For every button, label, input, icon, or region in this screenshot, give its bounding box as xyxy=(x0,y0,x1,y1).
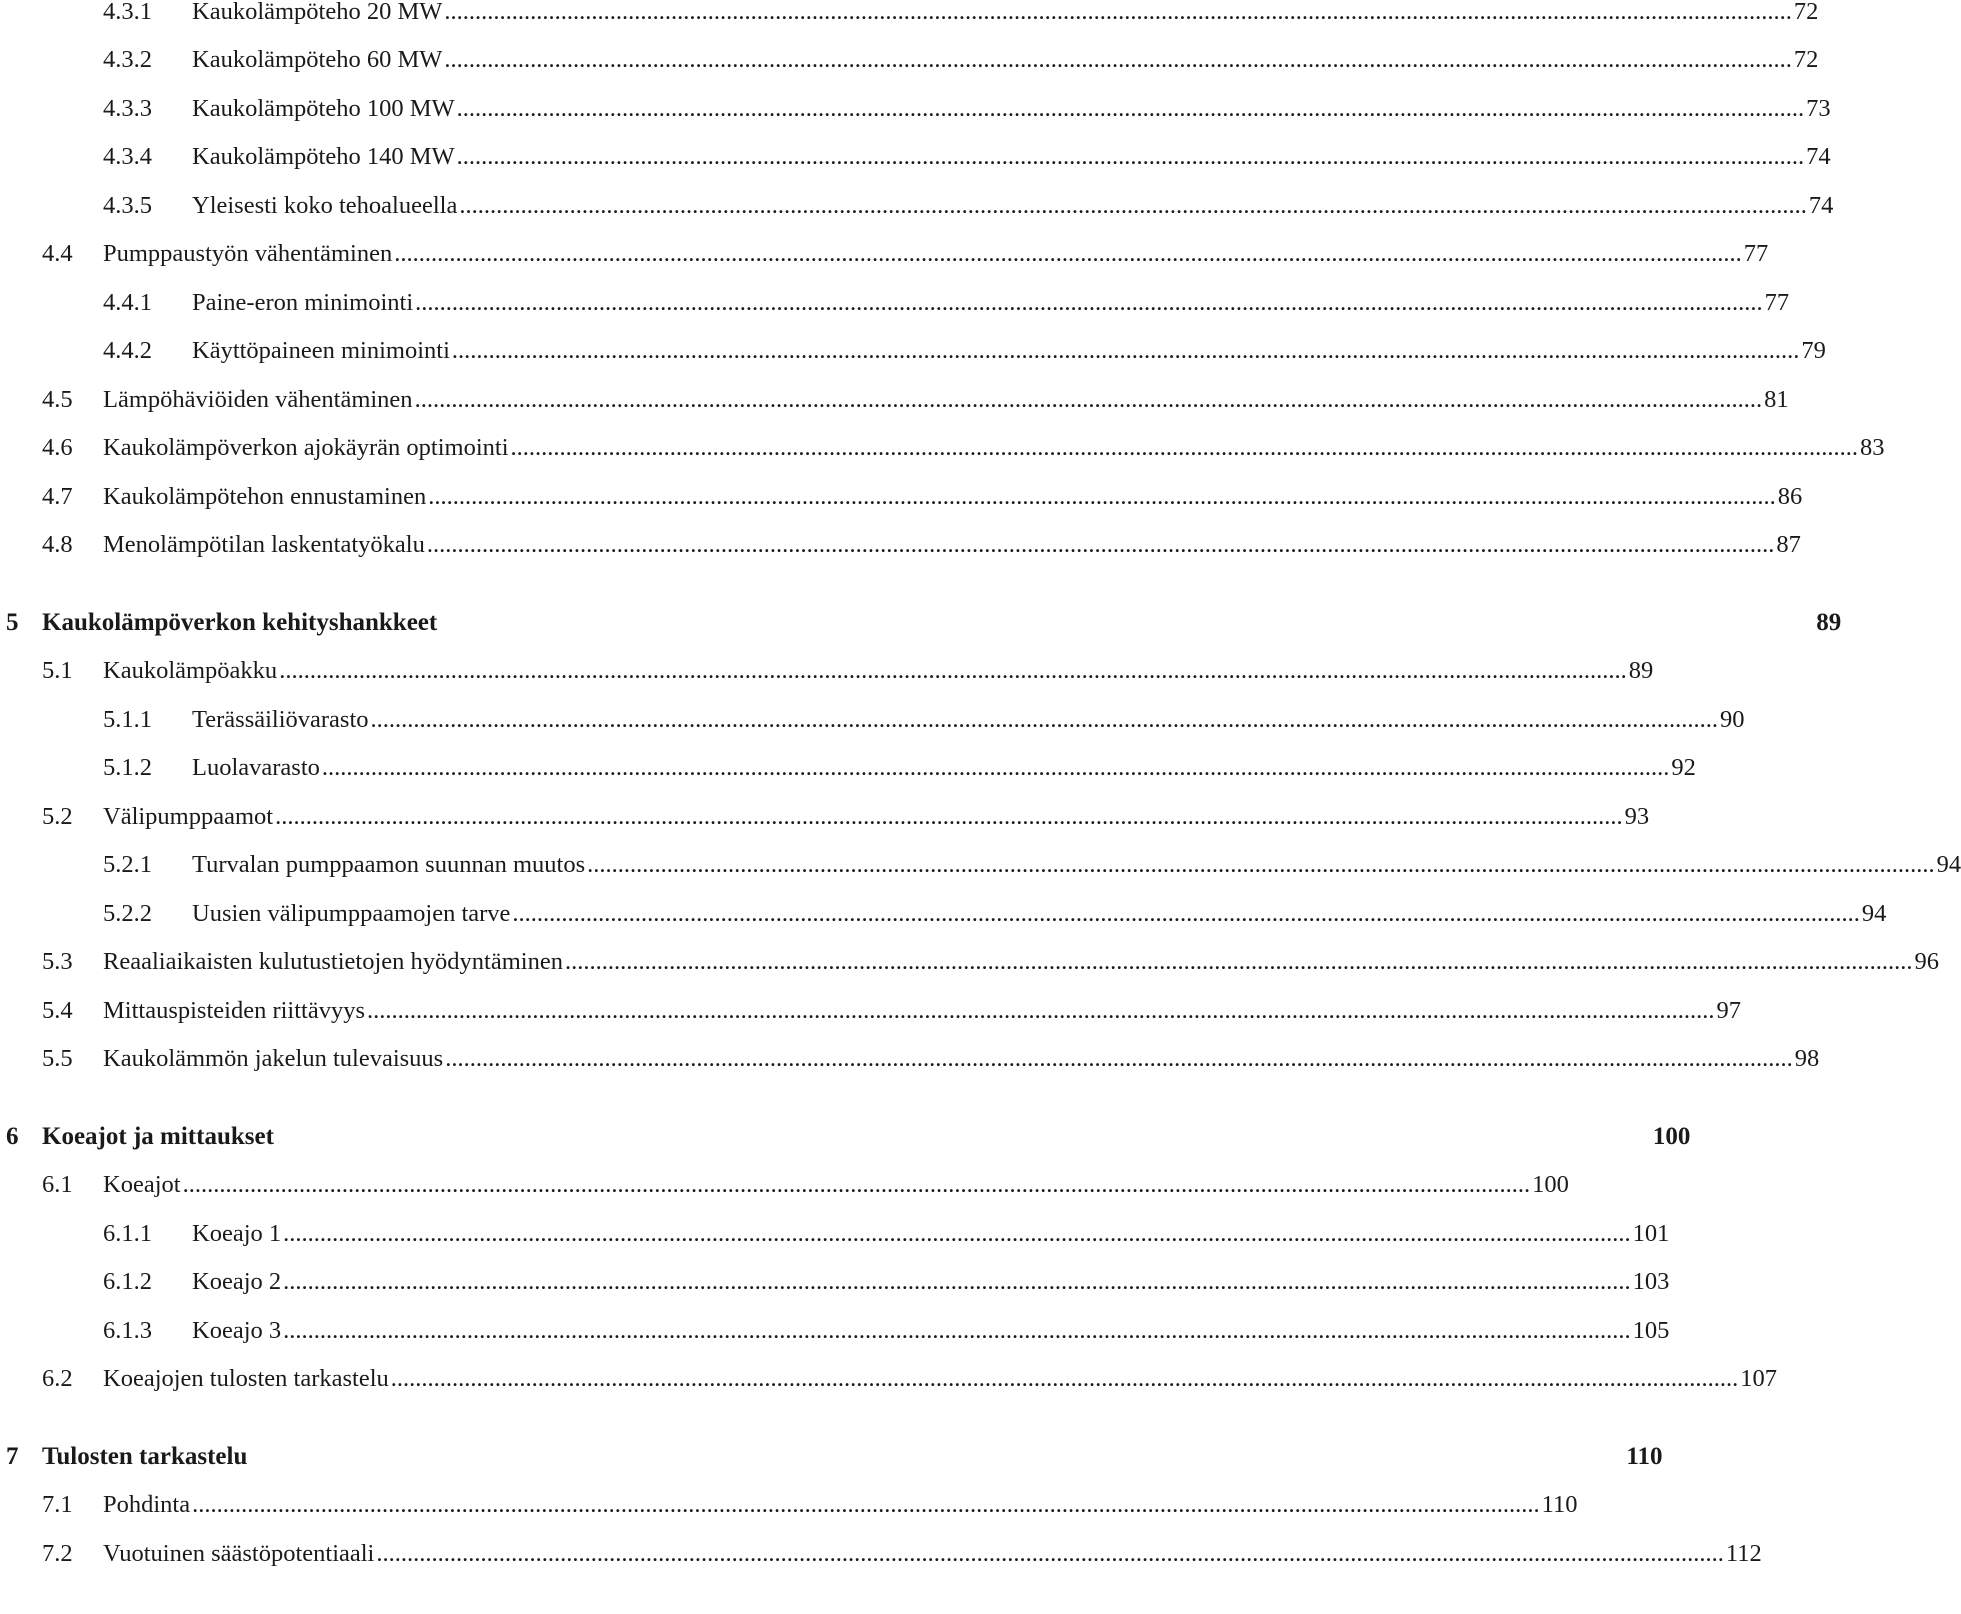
toc-entry[interactable] xyxy=(103,137,1831,177)
toc-entry-title: Kaukolämpöteho 140 MW xyxy=(192,143,455,170)
toc-entry-page-number: 93 xyxy=(1624,803,1650,830)
toc-entry-page-number: 90 xyxy=(1720,706,1745,733)
toc-entry-page-number: 87 xyxy=(1776,531,1801,558)
toc-entry[interactable] xyxy=(42,1534,1762,1574)
toc-entry[interactable] xyxy=(103,283,1790,323)
toc-entry-title: Reaaliaikaisten kulutustietojen hyödyntäminen xyxy=(103,948,563,975)
toc-dot-leader: ............................................................................................................................................................................................................................ xyxy=(512,900,1860,927)
toc-entry-number: 5.1.1 xyxy=(103,706,152,733)
toc-entry-number: 7 xyxy=(6,1443,19,1470)
toc-dot-leader: ............................................................................................................................................................................................................................ xyxy=(275,803,1623,830)
toc-entry-page-number: 101 xyxy=(1632,1220,1670,1247)
toc-entry[interactable] xyxy=(42,797,1650,837)
toc-entry-number: 4.3.5 xyxy=(103,192,152,219)
toc-entry-page-number: 73 xyxy=(1806,95,1831,122)
toc-entry-number: 6.1.3 xyxy=(103,1317,152,1344)
toc-dot-leader: ............................................................................................................................................................................................................................ xyxy=(445,1045,1793,1072)
toc-entry-title: Lämpöhäviöiden vähentäminen xyxy=(103,386,413,413)
toc-entry[interactable] xyxy=(103,186,1834,226)
toc-entry-page-number: 74 xyxy=(1806,143,1831,170)
toc-entry-page-number: 98 xyxy=(1794,1045,1820,1072)
toc-entry[interactable] xyxy=(42,477,1803,517)
toc-entry-title: Välipumppaamot xyxy=(103,803,274,830)
toc-entry-number: 5.3 xyxy=(42,948,73,975)
toc-entry-page-number: 97 xyxy=(1716,997,1741,1024)
toc-dot-leader: ............................................................................................................................................................................................................................ xyxy=(428,483,1776,510)
toc-entry-page-number: 86 xyxy=(1777,483,1803,510)
toc-entry-title: Kaukolämpöteho 100 MW xyxy=(192,95,455,122)
toc-entry-title: Terässäiliövarasto xyxy=(192,706,369,733)
toc-entry-title: Kaukolämpöteho 60 MW xyxy=(192,46,443,73)
toc-entry-title: Tulosten tarkastelu xyxy=(42,1443,248,1470)
toc-dot-leader: ............................................................................................................................................................................................................................ xyxy=(182,1171,1531,1198)
toc-entry-number: 4.8 xyxy=(42,531,73,558)
toc-entry-page-number: 92 xyxy=(1671,754,1696,781)
toc-entry-number: 4.5 xyxy=(42,386,73,413)
toc-entry-title: Vuotuinen säästöpotentiaali xyxy=(103,1540,375,1567)
toc-entry-page-number: 94 xyxy=(1936,851,1961,878)
toc-entry-number: 6.1.1 xyxy=(103,1220,152,1247)
toc-entry-page-number: 103 xyxy=(1632,1268,1670,1295)
toc-entry-page-number: 72 xyxy=(1793,46,1819,73)
toc-entry-number: 4.3.1 xyxy=(103,0,152,25)
toc-chapter-entry[interactable] xyxy=(6,603,1842,643)
toc-dot-leader: ............................................................................................................................................................................................................................ xyxy=(510,434,1859,461)
toc-dot-leader: ............................................................................................................................................................................................................................ xyxy=(279,657,1627,684)
toc-entry[interactable] xyxy=(103,1262,1670,1302)
toc-entry-title: Mittauspisteiden riittävyys xyxy=(103,997,365,1024)
toc-entry-number: 4.7 xyxy=(42,483,73,510)
toc-entry[interactable] xyxy=(42,525,1801,565)
toc-entry[interactable] xyxy=(42,991,1741,1031)
toc-entry-number: 5 xyxy=(6,609,19,636)
toc-entry-page-number: 94 xyxy=(1861,900,1887,927)
toc-entry-page-number: 83 xyxy=(1860,434,1885,461)
toc-entry[interactable] xyxy=(42,380,1789,420)
toc-entry-number: 6.1.2 xyxy=(103,1268,152,1295)
toc-entry-number: 4.3.3 xyxy=(103,95,152,122)
toc-entry-number: 7.2 xyxy=(42,1540,73,1567)
toc-entry-number: 5.1 xyxy=(42,657,73,684)
toc-dot-leader: ............................................................................................................................................................................................................................ xyxy=(414,386,1763,413)
toc-dot-leader: ............................................................................................................................................................................................................................ xyxy=(564,948,1913,975)
toc-entry-number: 4.4.2 xyxy=(103,337,152,364)
toc-dot-leader: ............................................................................................................................................................................................................................ xyxy=(444,0,1792,25)
toc-entry[interactable] xyxy=(103,1311,1670,1351)
toc-entry-page-number: 72 xyxy=(1793,0,1819,25)
toc-entry-title: Turvalan pumppaamon suunnan muutos xyxy=(192,851,586,878)
toc-entry-title: Pumppaustyön vähentäminen xyxy=(103,240,393,267)
toc-entry-title: Koeajo 2 xyxy=(192,1268,282,1295)
toc-entry[interactable] xyxy=(42,1359,1777,1399)
toc-entry-title: Luolavarasto xyxy=(192,754,320,781)
toc-entry-page-number: 105 xyxy=(1632,1317,1670,1344)
toc-dot-leader: ............................................................................................................................................................................................................................ xyxy=(444,46,1792,73)
toc-entry-number: 5.2.1 xyxy=(103,851,152,878)
toc-entry[interactable] xyxy=(103,700,1745,740)
toc-entry-title: Käyttöpaineen minimointi xyxy=(192,337,450,364)
toc-entry-title: Kaukolämpöverkon kehityshankkeet xyxy=(42,609,438,636)
toc-entry-number: 5.2 xyxy=(42,803,73,830)
toc-dot-leader: ............................................................................................................................................................................................................................ xyxy=(376,1540,1724,1567)
toc-entry-number: 5.4 xyxy=(42,997,73,1024)
toc-dot-leader: ............................................................................................................................................................................................................................ xyxy=(370,706,1719,733)
toc-dot-leader: ............................................................................................................................................................................................................................ xyxy=(426,531,1775,558)
toc-entry[interactable] xyxy=(103,1214,1670,1254)
toc-entry-title: Uusien välipumppaamojen tarve xyxy=(192,900,511,927)
toc-entry-page-number: 79 xyxy=(1801,337,1826,364)
toc-entry-page-number: 89 xyxy=(1816,609,1842,636)
toc-entry-number: 4.3.4 xyxy=(103,143,152,170)
toc-entry[interactable] xyxy=(42,1165,1569,1205)
toc-entry-page-number: 107 xyxy=(1740,1365,1777,1392)
toc-entry[interactable] xyxy=(42,428,1885,468)
toc-entry[interactable] xyxy=(103,331,1826,371)
toc-entry[interactable] xyxy=(103,40,1819,80)
toc-entry[interactable] xyxy=(42,234,1769,274)
toc-entry-number: 7.1 xyxy=(42,1491,73,1518)
toc-dot-leader: ............................................................................................................................................................................................................................ xyxy=(283,1317,1631,1344)
toc-dot-leader: ............................................................................................................................................................................................................................ xyxy=(451,337,1800,364)
toc-entry[interactable] xyxy=(42,1039,1820,1079)
toc-entry-page-number: 110 xyxy=(1626,1443,1663,1470)
toc-dot-leader: ............................................................................................................................................................................................................................ xyxy=(367,997,1715,1024)
toc-entry-page-number: 89 xyxy=(1628,657,1654,684)
toc-entry-page-number: 112 xyxy=(1725,1540,1762,1567)
toc-entry-title: Koeajo 3 xyxy=(192,1317,282,1344)
toc-entry-page-number: 100 xyxy=(1532,1171,1569,1198)
toc-entry[interactable] xyxy=(103,894,1887,934)
toc-entry-title: Paine-eron minimointi xyxy=(192,289,414,316)
toc-entry[interactable] xyxy=(42,651,1654,691)
toc-entry-title: Koeajojen tulosten tarkastelu xyxy=(103,1365,389,1392)
toc-entry-title: Menolämpötilan laskentatyökalu xyxy=(103,531,425,558)
toc-entry-page-number: 96 xyxy=(1914,948,1939,975)
toc-entry-number: 4.4 xyxy=(42,240,73,267)
toc-entry-number: 5.5 xyxy=(42,1045,73,1072)
toc-dot-leader: ............................................................................................................................................................................................................................ xyxy=(321,754,1670,781)
toc-entry-title: Koeajot ja mittaukset xyxy=(42,1123,274,1150)
toc-entry-page-number: 100 xyxy=(1652,1123,1691,1150)
toc-dot-leader: ............................................................................................................................................................................................................................ xyxy=(283,1268,1631,1295)
toc-entry-number: 5.1.2 xyxy=(103,754,152,781)
toc-entry-title: Kaukolämmön jakelun tulevaisuus xyxy=(103,1045,444,1072)
toc-dot-leader: ............................................................................................................................................................................................................................ xyxy=(456,95,1805,122)
toc-entry-number: 4.3.2 xyxy=(103,46,152,73)
toc-entry-title: Pohdinta xyxy=(103,1491,191,1518)
toc-dot-leader: ............................................................................................................................................................................................................................ xyxy=(587,851,1935,878)
toc-entry[interactable] xyxy=(42,942,1939,982)
toc-dot-leader: ............................................................................................................................................................................................................................ xyxy=(192,1491,1540,1518)
toc-entry-number: 6.1 xyxy=(42,1171,73,1198)
toc-entry-number: 6.2 xyxy=(42,1365,73,1392)
toc-entry-title: Yleisesti koko tehoalueella xyxy=(192,192,458,219)
toc-entry[interactable] xyxy=(103,0,1819,32)
toc-dot-leader: ............................................................................................................................................................................................................................ xyxy=(459,192,1807,219)
toc-dot-leader: ............................................................................................................................................................................................................................ xyxy=(415,289,1763,316)
toc-dot-leader: ............................................................................................................................................................................................................................ xyxy=(394,240,1742,267)
toc-entry-title: Kaukolämpötehon ennustaminen xyxy=(103,483,427,510)
toc-entry-page-number: 77 xyxy=(1764,289,1790,316)
toc-entry-number: 4.4.1 xyxy=(103,289,152,316)
toc-entry[interactable] xyxy=(42,1485,1578,1525)
toc-entry-page-number: 74 xyxy=(1808,192,1834,219)
toc-entry-page-number: 81 xyxy=(1764,386,1789,413)
toc-dot-leader: ............................................................................................................................................................................................................................ xyxy=(390,1365,1739,1392)
toc-entry[interactable] xyxy=(103,748,1696,788)
toc-entry-title: Koeajo 1 xyxy=(192,1220,282,1247)
toc-entry-number: 6 xyxy=(6,1123,19,1150)
toc-entry-number: 5.2.2 xyxy=(103,900,152,927)
toc-chapter-entry[interactable] xyxy=(6,1437,1663,1477)
toc-entry-title: Kaukolämpöakku xyxy=(103,657,278,684)
toc-entry[interactable] xyxy=(103,845,1961,885)
toc-dot-leader: ............................................................................................................................................................................................................................ xyxy=(456,143,1805,170)
toc-entry[interactable] xyxy=(103,89,1831,129)
toc-entry-number: 4.6 xyxy=(42,434,73,461)
toc-entry-page-number: 110 xyxy=(1541,1491,1578,1518)
toc-dot-leader: ............................................................................................................................................................................................................................ xyxy=(283,1220,1631,1247)
toc-entry-title: Kaukolämpöteho 20 MW xyxy=(192,0,443,25)
toc-entry-page-number: 77 xyxy=(1743,240,1769,267)
toc-entry-title: Kaukolämpöverkon ajokäyrän optimointi xyxy=(103,434,509,461)
toc-entry-title: Koeajot xyxy=(103,1171,181,1198)
toc-chapter-entry[interactable] xyxy=(6,1117,1691,1157)
